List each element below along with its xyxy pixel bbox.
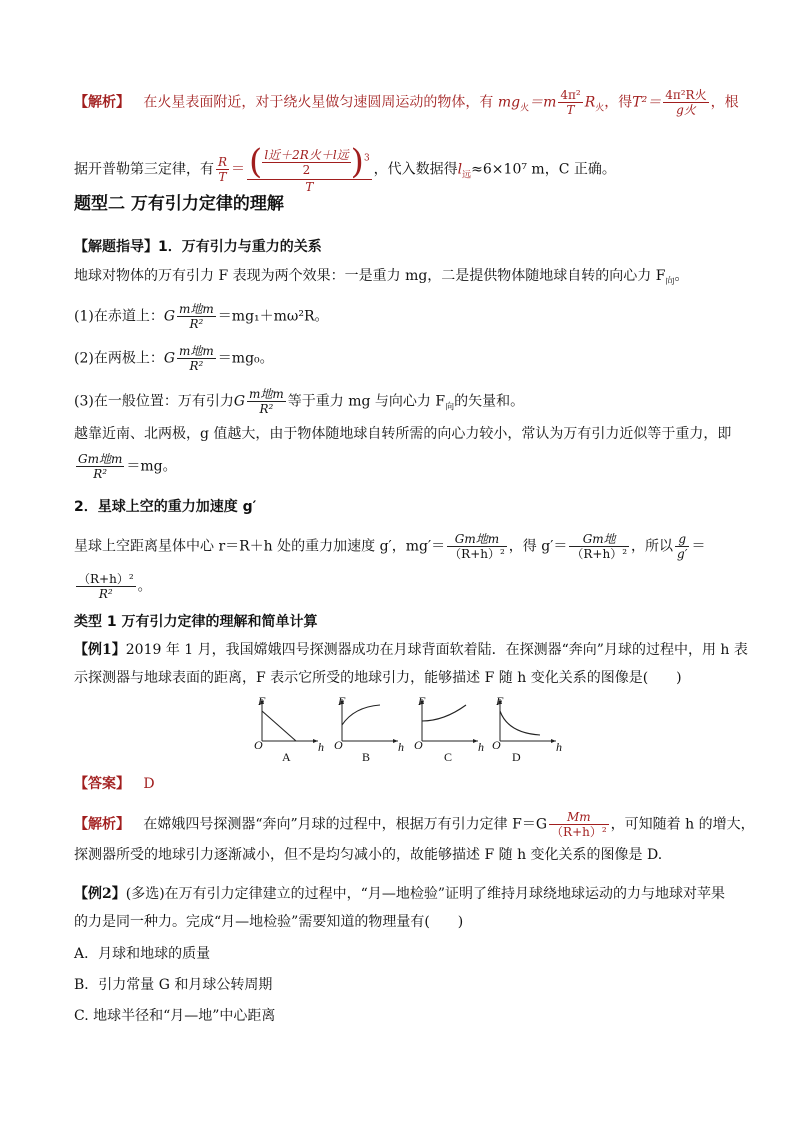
result-var: l [457,161,463,178]
option-C[interactable]: C. 地球半径和“月—地”中心距离 [74,1008,276,1024]
guide-intro [74,266,688,292]
fraction: $\frac{\text{（R+h）²}}{\text{R²}}$ [78,572,134,601]
option-A[interactable]: A．月球和地球的质量 [74,946,211,962]
fraction: $\frac{\text{4π²R火}}{\text{g火}}$ [665,88,707,117]
graph-D-curve [500,711,540,735]
analysis2-text-2: ，可知随着 h 的增大， [610,816,755,833]
graph-B-label: B [362,750,371,764]
analysis-text-3: ，根 [710,94,739,111]
graph-B-origin: O [334,738,343,752]
analysis2-line1 [74,810,755,839]
analysis2-line2: 探测器所受的地球引力逐渐减小，但不是均匀减小的，故能够描述 F 随 h 变化关系的图像是 D. [74,847,663,863]
eq-sub: 火 [520,103,530,114]
g2-text2: ，得 g′＝ [508,538,568,555]
eq-tail: R [584,94,596,111]
eq-tail-sub: 火 [595,103,605,114]
graph-C-axis-x: h [478,740,484,754]
g2-text5: 。 [137,578,152,595]
graph-A-curve [262,711,296,741]
kepler-big-fraction: ( $\frac{\text{l近＋2R火＋l远}}{2}$ )$^3$ T [249,142,370,194]
eq-t2: T²＝ [632,94,662,111]
analysis-paragraph-1 [74,88,739,118]
g2-text3: ，所以 [631,538,674,555]
graph-D-axis-y: F [496,694,504,708]
example1-line1 [74,640,748,660]
graph-D-origin: O [492,738,501,752]
guide-paragraph-eq [74,452,177,481]
graph-D-label: D [512,750,521,764]
item-G: G [163,350,176,367]
item-end: 的矢量和。 [454,393,525,410]
analysis2-text: 在嫦娥四号探测器“奔向”月球的过程中，根据万有引力定律 F＝G [143,816,548,833]
fraction: $\frac{\text{Gm地m}}{\text{（R+h）²}}$ [449,532,505,561]
eq-lhs: mg [497,94,521,111]
guide-item-1 [74,302,329,331]
example1-line2: 示探测器与地球表面的距离，F 表示它所受的地球引力，能够描述 F 随 h 变化关系的图像是( ) [74,670,682,686]
example2-tag: 【例2】 [74,886,126,902]
graph-A-origin: O [254,738,263,752]
guide-intro-end: 。 [674,268,689,284]
fraction: $\frac{Mm}{\text{（R+h）²}}$ [551,810,607,839]
graph-B-axis-y: F [338,694,346,708]
option-B[interactable]: B．引力常量 G 和月球公转周期 [74,977,273,993]
example2-text: (多选)在万有引力定律建立的过程中，“月—地检验”证明了维持月球绕地球运动的力与地球对苹果 [125,886,725,902]
answer-tag: 【答案】 [74,776,130,792]
graph-A-axis-y: F [258,694,266,708]
item-label: (3)在一般位置：万有引力 [74,393,234,410]
example-tag: 【例1】 [74,642,126,658]
type1-title: 类型 1 万有引力定律的理解和简单计算 [74,614,318,630]
fraction: $\frac{\text{m地m}}{\text{R²}}$ [249,387,284,416]
guide-title [74,237,322,257]
fraction: $\frac{\text{Gm地}}{\text{（R+h）²}}$ [571,532,628,561]
eq-eq: ＝m [529,94,557,111]
item-G: G [233,393,246,410]
fraction: $\frac{g}{g'}$ [677,532,688,561]
graph-D-axis-x: h [556,740,562,754]
item-rhs: ＝mg₁＋mω²R。 [217,308,329,325]
graph-C-curve [422,705,466,721]
para-rhs: ＝mg。 [126,458,177,475]
guide-intro-text: 地球对物体的万有引力 F 表现为两个效果：一是重力 mg，二是提供物体随地球自转的向心力 F [74,268,666,284]
guide2-equation [74,532,705,561]
kepler-intro: 据开普勒第三定律，有 [74,161,214,178]
item-label: (2)在两极上： [74,350,164,367]
item-rhs: 等于重力 mg 与向心力 F [287,393,446,410]
kepler-text: ，代入数据得 [373,161,458,178]
graph-B-curve [342,705,380,725]
item-G: G [163,308,176,325]
analysis-text: 在火星表面附近，对于绕火星做匀速圆周运动的物体，有 [143,94,494,111]
item-sub: 向 [445,402,455,413]
fraction: $\frac{\text{m地m}}{\text{R²}}$ [179,302,214,331]
graph-A-axis-x: h [318,740,324,754]
example2-line1 [74,884,725,904]
example2-line2: 的力是同一种力。完成“月—地检验”需要知道的物理量有( ) [74,914,464,930]
guide-item-2 [74,344,274,373]
guide-item-3 [74,387,524,417]
guide-intro-sub: 向 [665,276,675,287]
example1-text: 2019 年 1 月，我国嫦娥四号探测器成功在月球背面软着陆．在探测器“奔向”月球的过程中，用 h 表 [125,642,748,658]
guide-tag: 【解题指导】 [74,239,158,255]
graph-C-origin: O [414,738,423,752]
graph-C-axis-y: F [418,694,426,708]
section-title: 题型二 万有引力定律的理解 [74,194,284,214]
graph-A-label: A [282,750,291,764]
analysis-tag: 【解析】 [74,94,130,111]
item-label: (1)在赤道上： [74,308,164,325]
guide2-title: 2．星球上空的重力加速度 g′ [74,499,257,515]
graph-B-axis-x: h [398,740,404,754]
graph-C-label: C [444,750,453,764]
fraction: $\frac{\text{Gm地m}}{\text{R²}}$ [78,452,123,481]
fraction: $\frac{\text{4π²}}{T}$ [560,88,581,117]
guide-subtitle: 1．万有引力与重力的关系 [158,239,322,255]
analysis-paragraph-2 [74,142,616,194]
fraction: $\frac{\text{m地m}}{\text{R²}}$ [179,344,214,373]
guide2-equation-cont [74,572,152,601]
answer-value: D [143,776,155,792]
g2-text1: 星球上空距离星体中心 r＝R＋h 处的重力加速度 g′，mg′＝ [74,538,446,555]
guide-paragraph: 越靠近南、北两极，g 值越大，由于物体随地球自转所需的向心力较小，常认为万有引力近似等于重力，即 [74,426,732,442]
fraction: $\frac{R}{T}$ [218,155,228,184]
answer-line [74,774,155,794]
kepler-eq: ＝ [231,161,246,178]
result-value: ≈6×10⁷ m，C 正确。 [471,161,616,178]
analysis2-tag: 【解析】 [74,816,130,833]
result-sub: 远 [462,170,472,181]
item-rhs: ＝mg₀。 [217,350,274,367]
g2-text4: ＝ [691,538,706,555]
analysis-text-2: ，得 [604,94,633,111]
